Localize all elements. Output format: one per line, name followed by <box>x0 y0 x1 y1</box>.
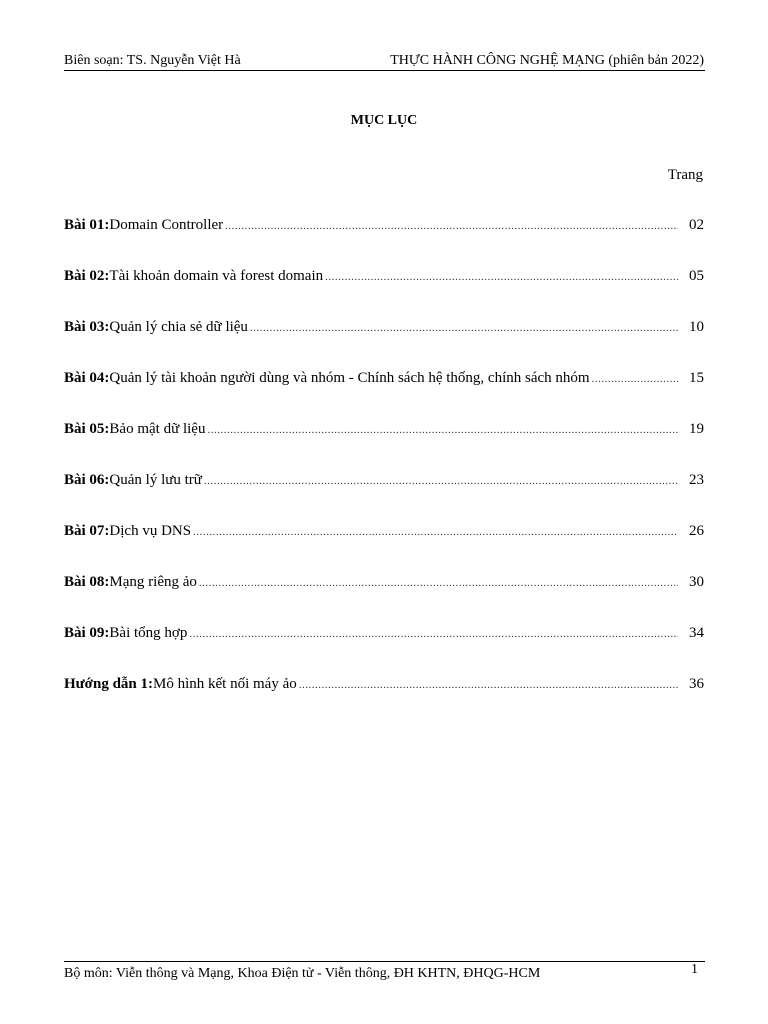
toc-entry-title: Bài tổng hợp <box>109 625 188 641</box>
toc-entry-number: Bài 01: <box>64 217 110 233</box>
toc-entry-number: Bài 08: <box>64 574 110 590</box>
page-header <box>64 52 704 70</box>
toc-entry-number: Bài 04: <box>64 370 110 386</box>
toc-entry-page: 36 <box>689 676 704 692</box>
toc-entry-bai-07[interactable] <box>64 522 704 573</box>
toc-dot-leader <box>189 625 678 643</box>
toc-entry-huong-dan-1[interactable] <box>64 675 704 726</box>
toc-entry-bai-08[interactable] <box>64 573 704 624</box>
toc-dot-leader <box>204 472 678 490</box>
toc-entry-bai-02[interactable] <box>64 267 704 318</box>
toc-entry-number: Bài 03: <box>64 319 110 335</box>
toc-entry-title: Quản lý tài khoản người dùng và nhóm - Chính sách hệ thống, chính sách nhóm <box>109 370 590 386</box>
footer-page-number: 1 <box>691 962 698 977</box>
toc-entry-title: Quản lý lưu trữ <box>109 472 202 488</box>
toc-entry-bai-01[interactable] <box>64 216 704 267</box>
footer-divider <box>64 961 705 962</box>
toc-entry-bai-05[interactable] <box>64 420 704 471</box>
toc-dot-leader <box>299 676 678 694</box>
toc-entry-title: Bảo mật dữ liệu <box>109 421 206 437</box>
toc-entry-bai-09[interactable] <box>64 624 704 675</box>
toc-entry-bai-06[interactable] <box>64 471 704 522</box>
header-divider <box>64 70 705 71</box>
toc-entry-number: Bài 06: <box>64 472 110 488</box>
toc-dot-leader <box>225 217 678 235</box>
toc-entry-title: Mạng riêng ảo <box>109 574 197 590</box>
toc-entry-number: Bài 02: <box>64 268 110 284</box>
toc-page-column-label: Trang <box>667 167 703 183</box>
toc-dot-leader <box>193 523 678 541</box>
toc-entry-number: Bài 05: <box>64 421 110 437</box>
header-document-title: THỰC HÀNH CÔNG NGHỆ MẠNG (phiên bản 2022) <box>390 53 704 68</box>
table-of-contents <box>64 216 704 726</box>
toc-entry-bai-04[interactable] <box>64 369 704 420</box>
toc-entry-number: Hướng dẫn 1: <box>64 676 153 692</box>
toc-entry-page: 26 <box>689 523 704 539</box>
toc-entry-page: 19 <box>689 421 704 437</box>
toc-heading: MỤC LỤC <box>350 113 418 128</box>
toc-entry-title: Mô hình kết nối máy ảo <box>153 676 297 692</box>
toc-dot-leader <box>207 421 678 439</box>
toc-entry-bai-03[interactable] <box>64 318 704 369</box>
toc-entry-page: 15 <box>689 370 704 386</box>
toc-entry-number: Bài 07: <box>64 523 110 539</box>
toc-entry-page: 23 <box>689 472 704 488</box>
toc-entry-page: 34 <box>689 625 704 641</box>
toc-entry-number: Bài 09: <box>64 625 110 641</box>
toc-entry-page: 05 <box>689 268 704 284</box>
toc-entry-page: 30 <box>689 574 704 590</box>
toc-dot-leader <box>592 370 678 388</box>
toc-entry-title: Dịch vụ DNS <box>109 523 192 539</box>
toc-entry-title: Tài khoản domain và forest domain <box>109 268 324 284</box>
toc-entry-page: 02 <box>689 217 704 233</box>
header-author: Biên soạn: TS. Nguyễn Việt Hà <box>64 53 241 68</box>
toc-entry-title: Quản lý chia sẻ dữ liệu <box>109 319 248 335</box>
toc-dot-leader <box>199 574 678 592</box>
footer-department: Bộ môn: Viễn thông và Mạng, Khoa Điện tử - Viễn thông, ĐH KHTN, ĐHQG-HCM <box>64 966 541 981</box>
page-footer <box>64 963 704 983</box>
toc-entry-page: 10 <box>689 319 704 335</box>
toc-dot-leader <box>250 319 678 337</box>
toc-entry-title: Domain Controller <box>109 217 224 233</box>
toc-dot-leader <box>325 268 678 286</box>
